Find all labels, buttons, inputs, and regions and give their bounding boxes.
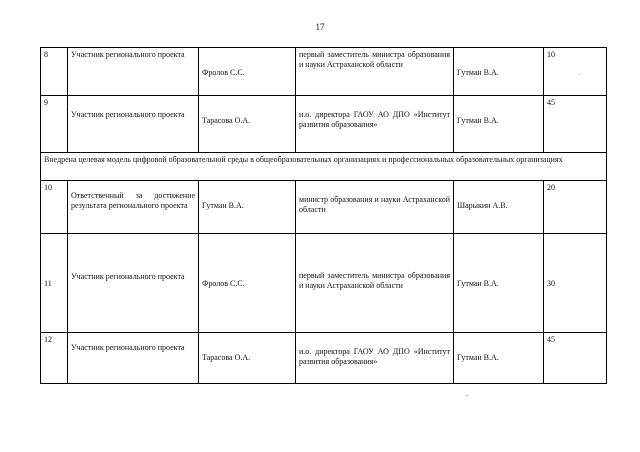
position-cell: министр образования и науки Астраханской области: [296, 181, 454, 234]
name-cell: Тарасова О.А.: [199, 96, 296, 153]
section-heading: Внедрена целевая модель цифровой образовательной среды в общеобразовательных организациях и профессиональных образовательных организациях: [41, 153, 607, 181]
row-number: 8: [41, 48, 68, 96]
supervisor-cell: Гутман В.А.: [454, 234, 544, 333]
table-row: [41, 96, 607, 153]
row-number: 12: [41, 333, 68, 384]
supervisor-cell: Гутман В.А.: [454, 333, 544, 384]
position-cell: первый заместитель министра образования и науки Астраханской области: [296, 234, 454, 333]
role-cell: Участник регионального проекта: [68, 96, 199, 153]
table-row: [41, 181, 607, 234]
document-table: [40, 47, 607, 384]
row-number: 11: [41, 234, 68, 333]
role-cell: Участник регионального проекта: [68, 333, 199, 384]
value-cell: 20: [544, 181, 607, 234]
table-row: [41, 48, 607, 96]
position-cell: и.о. директора ГАОУ АО ДПО «Институт развития образования»: [296, 333, 454, 384]
row-number: 10: [41, 181, 68, 234]
page-number: 17: [315, 22, 325, 32]
supervisor-cell: Гутман В.А.: [454, 48, 544, 96]
scan-speck: ·: [578, 71, 581, 79]
scan-speck: -: [466, 391, 469, 399]
name-cell: Гутман В.А.: [199, 181, 296, 234]
role-cell: Ответственный за достижение результата регионального проекта: [68, 181, 199, 234]
name-cell: Тарасова О.А.: [199, 333, 296, 384]
value-cell: 30: [544, 234, 607, 333]
table-row: [41, 234, 607, 333]
supervisor-cell: Шарыкин А.В.: [454, 181, 544, 234]
table-row: [41, 333, 607, 384]
position-cell: и.о. директора ГАОУ АО ДПО «Институт развития образования»: [296, 96, 454, 153]
value-cell: 45: [544, 96, 607, 153]
value-cell: 45: [544, 333, 607, 384]
supervisor-cell: Гутман В.А.: [454, 96, 544, 153]
name-cell: Фролов С.С.: [199, 48, 296, 96]
section-row: [41, 153, 607, 181]
name-cell: Фролов С.С.: [199, 234, 296, 333]
position-cell: первый заместитель министра образования и науки Астраханской области: [296, 48, 454, 96]
value-cell: 10: [544, 48, 607, 96]
row-number: 9: [41, 96, 68, 153]
role-cell: Участник регионального проекта: [68, 48, 199, 96]
role-cell: Участник регионального проекта: [68, 234, 199, 333]
